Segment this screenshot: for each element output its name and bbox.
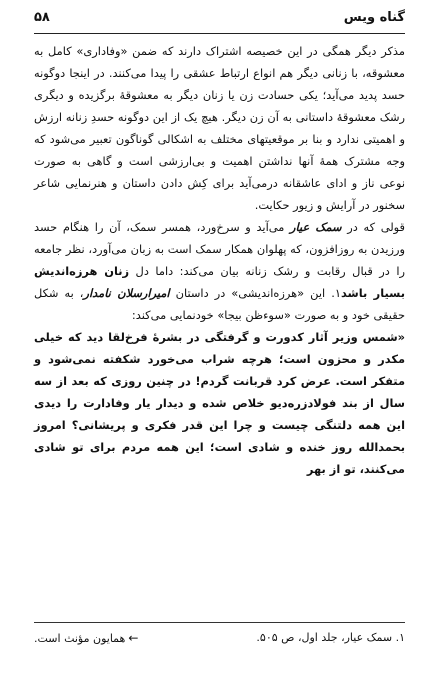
- arrow-left-icon: ←: [128, 631, 139, 645]
- footer-rule: [34, 622, 405, 623]
- page-number: ۵۸: [34, 10, 50, 25]
- text-run: ، به شکل حقیقی خود و به صورت «سوءظن بیجا» خودنمایی می‌کند:: [34, 286, 405, 322]
- page-footer: [34, 631, 405, 651]
- paragraph: [34, 40, 405, 216]
- body-text: [34, 40, 405, 480]
- header-rule: [34, 33, 405, 34]
- continuation-note: [34, 631, 138, 645]
- footnote: ۱. سمک عیار، جلد اول، ص ۵۰۵.: [256, 631, 405, 644]
- emphasized-text: سمک عیار: [290, 220, 342, 234]
- text-run: ۱. این «هرزه‌اندیشی» در داستان: [169, 286, 341, 300]
- paragraph: [34, 216, 405, 326]
- text-run: مذکر دیگر همگی در این خصیصه اشتراک دارند که ضمن «وفاداری» کامل به معشوقه، با زنانی دیگر هم انواع ارتباط عشقی را پیدا می‌کنند. در اینجا دوگونه حسد پدید می‌آید؛ یکی حسادت زن یا زنان دیگر به معشوقهٔ برگزیده و دیگری رشک معشوقهٔ داستانی به آن زن دیگر. هیچ یک از این دوگونه حسدِ زنانه ارزش و اهمیتی ندارد و بنا بر موقعیتهای مختلف به اشکالی گوناگون تعبیر می‌شود که وجه مشترک همهٔ آنها نداشتن اهمیت و بی‌ارزشی است و گاهی به صورت نوعی ناز و ادای عاشقانه درمی‌آید برای کِش دادن داستان و هنرنمایی شاعر سخنور در آرایش و زیور حکایت.: [34, 44, 405, 212]
- text-run: «شمس وزیر آثار کدورت و گرفتگی در بشرهٔ فرخ‌لقا دید که خیلی مکدر و محزون است؛ هرچه شراب می‌خورد شکفته نمی‌شود و متفکر است. عرض کرد قربانت گردم! در چنین روزی که بعد از سه سال از بند فولادزره‌دیو خلاص شده و دیدار یار وفادارت را دیدی این همه دلتنگی چیست و چرا این قدر فکری و پریشانی؟ امروز بحمدالله روز خنده و شادی است؛ این همه مردم برای تو شادی می‌کنند، تو از بهر: [34, 330, 405, 476]
- page-header: [34, 10, 405, 30]
- paragraph: [34, 326, 405, 480]
- text-run: قولی که در: [341, 220, 405, 234]
- text-run: می‌آید و سرخ‌ورد، همسر سمک، آن را هنگام حسد ورزیدن به روزافزون، که پهلوان همکار سمک است به زبان می‌آورد، نظر جامعه را در قبال رقابت و رشک زنانه بیان می‌کند: داما دل: [34, 220, 405, 278]
- emphasized-text: زنان هرزه‌اندیش بسیار باشد: [34, 264, 405, 300]
- continuation-text: همایون مؤنث است.: [34, 632, 126, 645]
- running-title: گناه ویس: [343, 10, 405, 25]
- emphasized-text: امیرارسلان نامدار: [83, 286, 170, 300]
